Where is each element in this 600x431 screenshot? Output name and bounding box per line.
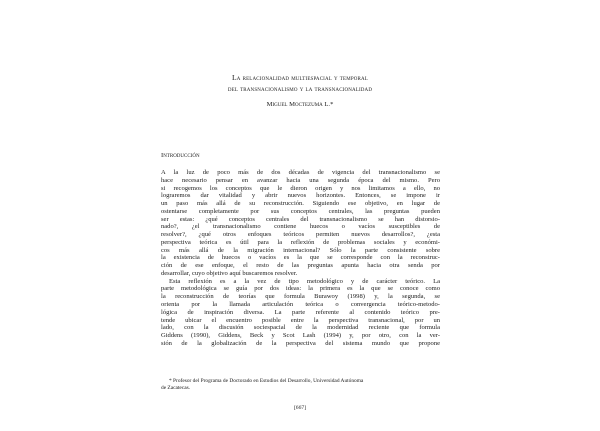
body-line: un paso más allá de su reconstrucción. Siguiendo ese objetivo, en lugar de: [161, 200, 440, 208]
footnote-line-1: * Profesor del Programa de Doctorado en Estudios del Desarrollo, Universidad Autónoma: [169, 378, 364, 384]
body-line: lógica de inspiración diversa. La parte referente al contenido teórico pre-: [161, 308, 440, 316]
body-line: tende ubicar el encuentro posible entre la perspectiva transnacional, por un: [161, 316, 440, 324]
body-line: la existencia de huecos o vacíos es la que se corresponde con la reconstruc-: [161, 254, 440, 262]
body-line: cos más allá de la migración internacional? Sólo la parte consistente sobre: [161, 246, 440, 254]
footnote-line-2: de Zacatecas.: [161, 385, 191, 392]
body-line: hace necesario pensar en avanzar hacia una segunda época del mismo. Pero: [161, 176, 440, 184]
body-line: nado?, ¿el transnacionalismo contiene huecos o vacíos susceptibles de: [161, 223, 440, 231]
section-heading: Introducción: [161, 152, 200, 159]
body-line: orienta por la llamada articulación teórica o convergencia teórico-metodo-: [161, 301, 440, 309]
body-line: sión de la globalización de la perspectiva del sistema mundo que propone: [161, 339, 440, 347]
body-line: parte metodológica se guía por dos ideas: la primera es la que se conoce como: [161, 285, 440, 293]
author-name: Miguel Moctezuma L.*: [266, 101, 334, 108]
body-line: ción de ese enfoque, el resto de las preguntas apunta hacia otra senda por: [161, 262, 440, 270]
article-title: [100, 73, 500, 94]
body-text: [161, 169, 440, 348]
article-title-line-2: del transnacionalismo y la transnacionalidad: [227, 83, 373, 93]
body-line: la reconstrucción de teorías que formula Burawoy (1998) y, la segunda, se: [161, 293, 440, 301]
body-line: lograremos dar vitalidad y abrir nuevos horizontes. Entonces, se impone ir: [161, 192, 440, 200]
body-line: desarrollar, cuyo objetivo aquí buscaremos resolver.: [161, 269, 298, 277]
body-line: si recogemos los conceptos que le dieron origen y nos limitamos a ello, no: [161, 184, 440, 192]
body-line: Esta reflexión es a la vez de tipo metodológico y de carácter teórico. La: [169, 277, 440, 285]
article-title-line-1: La relacionalidad multiespacial y temporal: [232, 73, 368, 82]
footnote: [161, 378, 440, 392]
page-number: [667]: [293, 405, 307, 411]
body-line: ostentarse completamente por sus conceptos centrales, las preguntas pueden: [161, 207, 440, 215]
body-line: resolver?, ¿qué otros enfoques teóricos permiten nuevos desarrollos?, ¿esta: [161, 231, 440, 239]
body-line: lado, con la discusión sociespacial de la modernidad reciente que formula: [161, 324, 440, 332]
body-line: ser estas: ¿qué conceptos centrales del transnacionalismo se han distorsio-: [161, 215, 440, 223]
body-line: Giddens (1990), Giddens, Beck y Scot Lash (1994) y, por otro, con la ver-: [161, 332, 440, 340]
body-line: perspectiva teórica es útil para la reflexión de problemas sociales y económi-: [161, 238, 440, 246]
body-line: A la luz de poco más de dos décadas de vigencia del transnacionalismo se: [161, 169, 440, 176]
